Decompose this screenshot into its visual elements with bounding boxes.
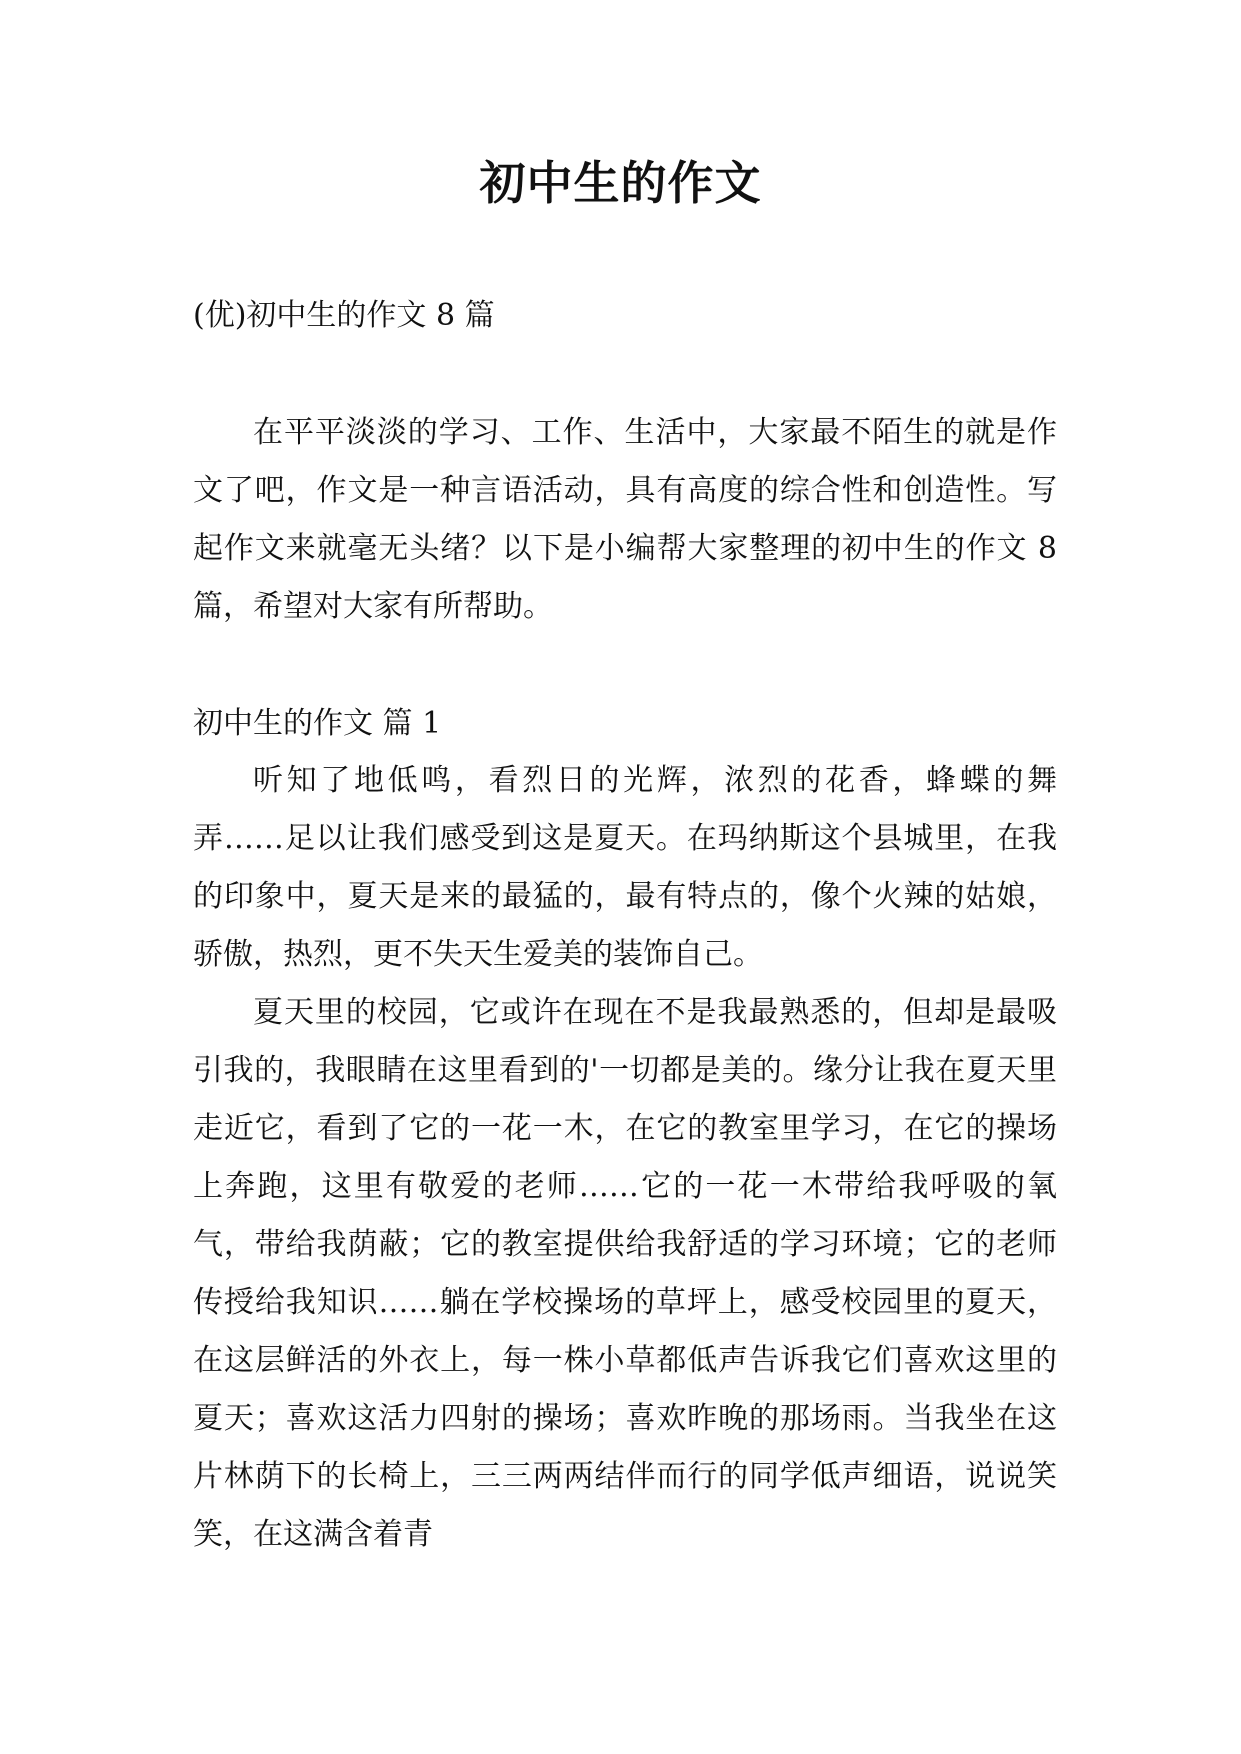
section-heading: 初中生的作文 篇 1 <box>193 706 442 741</box>
intro-paragraph: 在平平淡淡的学习、工作、生活中，大家最不陌生的就是作文了吧，作文是一种言语活动，具有高度的综合性和创造性。写起作文来就毫无头绪？以下是小编帮大家整理的初中生的作文 8 篇，希望对大家有所帮助。 <box>193 415 1057 624</box>
document-subtitle: (优)初中生的作文 8 篇 <box>193 298 495 333</box>
body-paragraph-1: 听知了地低鸣，看烈日的光辉，浓烈的花香，蜂蝶的舞弄……足以让我们感受到这是夏天。在玛纳斯这个县城里，在我的印象中，夏天是来的最猛的，最有特点的，像个火辣的姑娘，骄傲，热烈，更不失天生爱美的装饰自己。 <box>193 763 1057 972</box>
document-title: 初中生的作文 <box>479 156 762 210</box>
body-paragraph-2: 夏天里的校园，它或许在现在不是我最熟悉的，但却是最吸引我的，我眼睛在这里看到的'一切都是美的。缘分让我在夏天里走近它，看到了它的一花一木，在它的教室里学习，在它的操场上奔跑，这里有敬爱的老师……它的一花一木带给我呼吸的氧气，带给我荫蔽；它的教室提供给我舒适的学习环境；它的老师传授给我知识……躺在学校操场的草坪上，感受校园里的夏天，在这层鲜活的外衣上，每一株小草都低声告诉我它们喜欢这里的夏天；喜欢这活力四射的操场；喜欢昨晚的那场雨。当我坐在这片林荫下的长椅上，三三两两结伴而行的同学低声细语，说说笑笑，在这满含着青 <box>193 995 1057 1552</box>
